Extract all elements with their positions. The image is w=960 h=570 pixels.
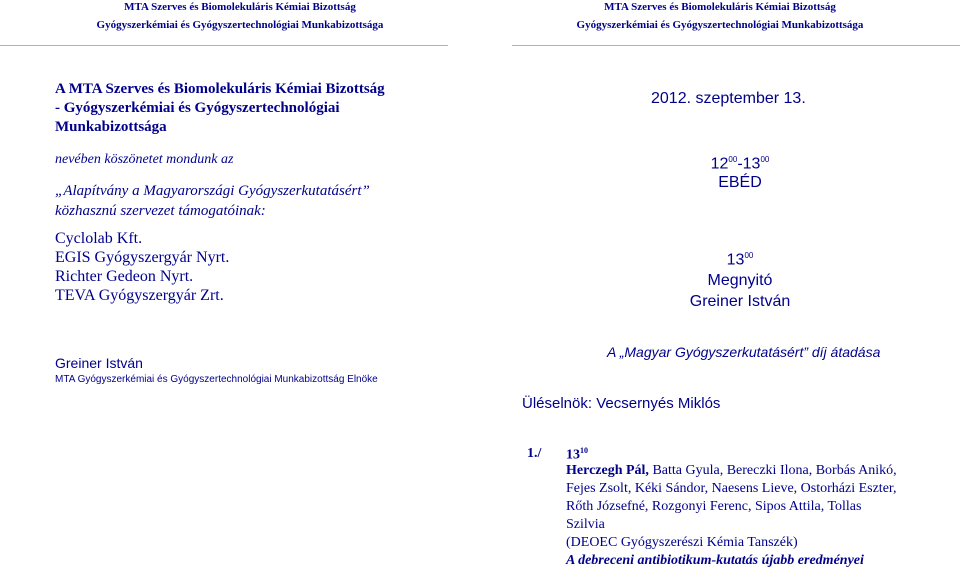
opening-label: Megnyitó [707,272,773,290]
header-subcommittee: Gyógyszerkémiai és Gyógyszertechnológiai Munkabizottsága [96,19,384,31]
talk-title: A debreceni antibiotikum-kutatás újabb eredményei [566,553,864,568]
opening-speaker: Greiner István [689,293,791,311]
sponsor-item: Richter Gedeon Nyrt. [55,268,194,285]
right-header-rule [512,45,960,46]
signer-role: MTA Gyógyszerkémiai és Gyógyszertechnológiai Munkabizottság Elnöke [55,374,378,385]
header-subcommittee: Gyógyszerkémiai és Gyógyszertechnológiai Munkabizottsága [576,19,864,31]
talk-number: 1./ [527,446,542,461]
lunch-block [640,150,840,192]
left-header-rule [0,45,448,46]
sponsor-item: EGIS Gyógyszergyár Nyrt. [55,249,230,266]
main-title: A MTA Szerves és Biomolekuláris Kémiai Bizottság - Gyógyszerkémiai és Gyógyszertechnológiai Munkabizottsága [55,81,385,135]
session-chair: Üléselnök: Vecsernyés Miklós [522,395,721,412]
right-page-header [480,0,960,34]
talk-authors-line: Rőth Józsefné, Rozgonyi Ferenc, Sipos Attila, Tollas [566,499,862,514]
header-committee: MTA Szerves és Biomolekuláris Kémiai Bizottság [604,1,836,13]
talk-authors-line: Fejes Zsolt, Kéki Sándor, Naesens Lieve, Ostorházi Eszter, [566,481,897,496]
lunch-label: EBÉD [718,174,762,192]
sponsor-item: TEVA Gyógyszergyár Zrt. [55,287,224,304]
lead-author: Herczegh Pál, [566,463,649,478]
talk-authors-line: Herczegh Pál, Batta Gyula, Bereczki Ilona, Borbás Anikó, [566,463,897,478]
opening-time: $13^{00}$ [726,251,754,269]
sponsor-list [55,229,229,305]
left-page-header [0,0,480,34]
talk-time: $13^{10}$ [566,446,588,463]
award-ceremony: A „Magyar Gyógyszerkutatásért” díj átadása [607,344,881,360]
talk-affiliation: (DEOEC Gyógyszerészi Kémia Tanszék) [566,535,798,550]
event-date: 2012. szeptember 13. [651,90,806,107]
talk-authors-line: Szilvia [566,517,605,532]
foundation-name: „Alapítvány a Magyarországi Gyógyszerkutatásért” közhasznú szervezet támogatóinak: [55,183,370,219]
lunch-time: $12^{00}-13^{00}$ [710,155,770,173]
thanks-text: nevében köszönetet mondunk az [55,152,234,167]
header-committee: MTA Szerves és Biomolekuláris Kémiai Bizottság [124,1,356,13]
signer-name: Greiner István [55,355,143,371]
sponsor-item: Cyclolab Kft. [55,230,143,247]
opening-block [640,245,840,312]
talk-details [566,462,956,570]
